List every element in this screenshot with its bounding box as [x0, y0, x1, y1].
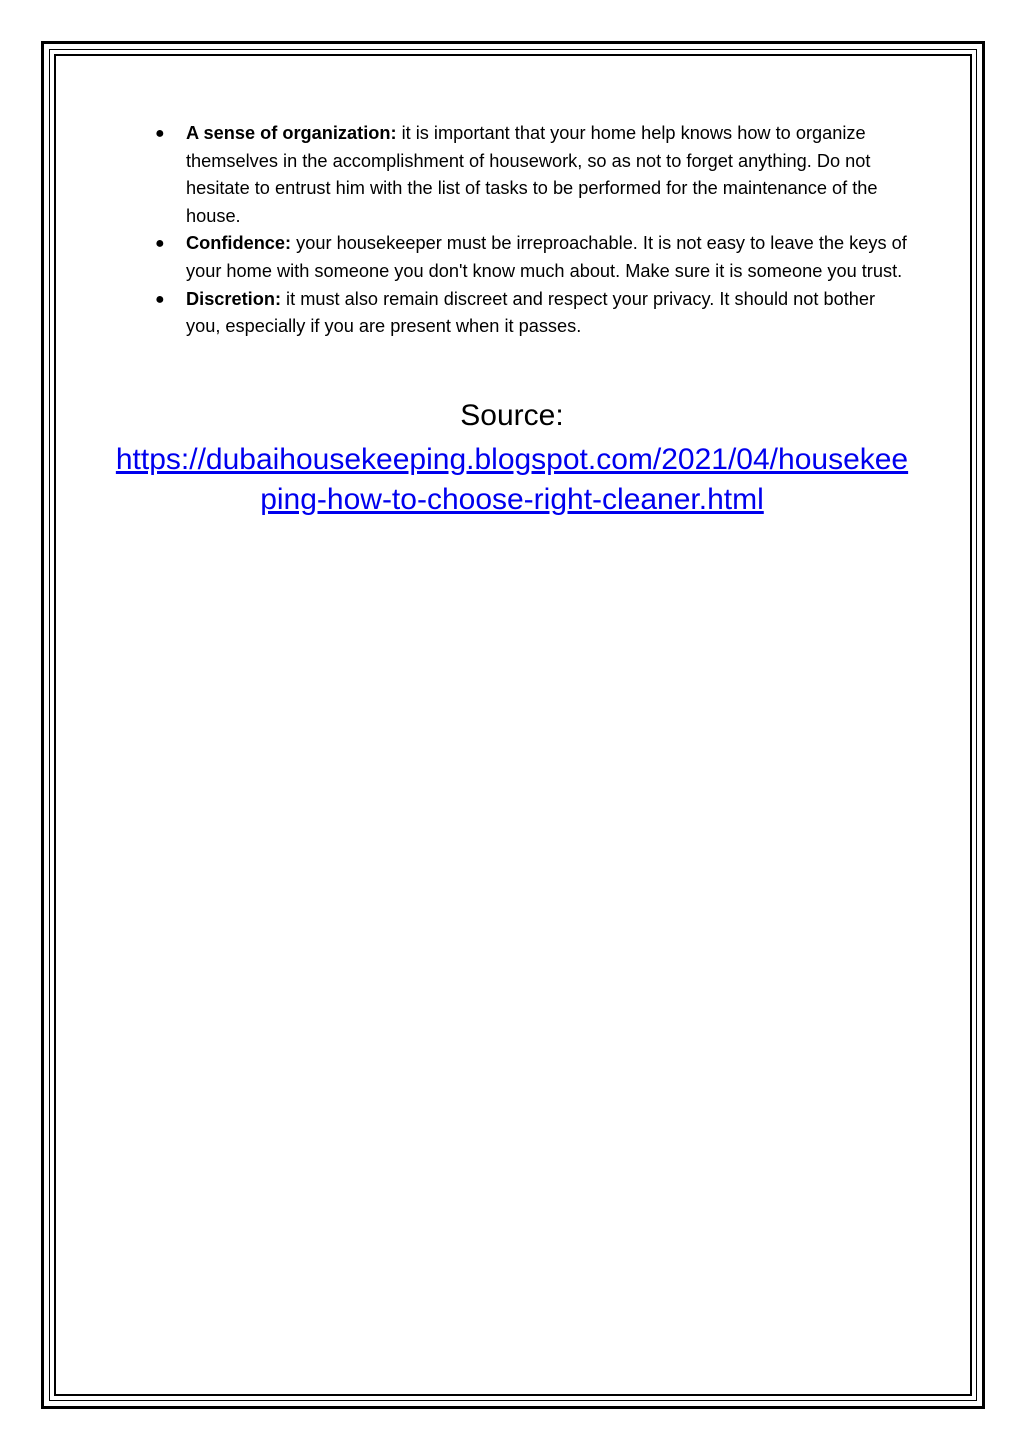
bullet-text: it is important that your home help knows how to organize themselves in the accomplishment of housework, so as not to forget anything. Do not hesitate to entrust him with the list of tasks to be performed for the maintenance of the house.: [186, 123, 878, 226]
list-item: [150, 230, 910, 285]
bullet-term: Discretion:: [186, 288, 281, 309]
bullet-text: it must also remain discreet and respect your privacy. It should not bother you, especially if you are present when it passes.: [186, 288, 876, 337]
bullet-icon: ●: [155, 290, 165, 308]
bullet-list: [150, 120, 910, 341]
bullet-term: A sense of organization:: [186, 123, 397, 143]
source-link[interactable]: https://dubaihousekeeping.blogspot.com/2021/04/housekeeping-how-to-choose-right-cleaner.html: [115, 443, 909, 516]
source-heading: Source:: [460, 399, 564, 432]
bullet-icon: ●: [155, 125, 165, 142]
bullet-term: Confidence:: [186, 233, 292, 254]
list-item: [150, 286, 910, 341]
bullet-text: your housekeeper must be irreproachable. It is not easy to leave the keys of your home with someone you don't know much about. Make sure it is someone you trust.: [186, 233, 907, 281]
list-item: [150, 120, 910, 230]
bullet-icon: ●: [155, 235, 165, 253]
